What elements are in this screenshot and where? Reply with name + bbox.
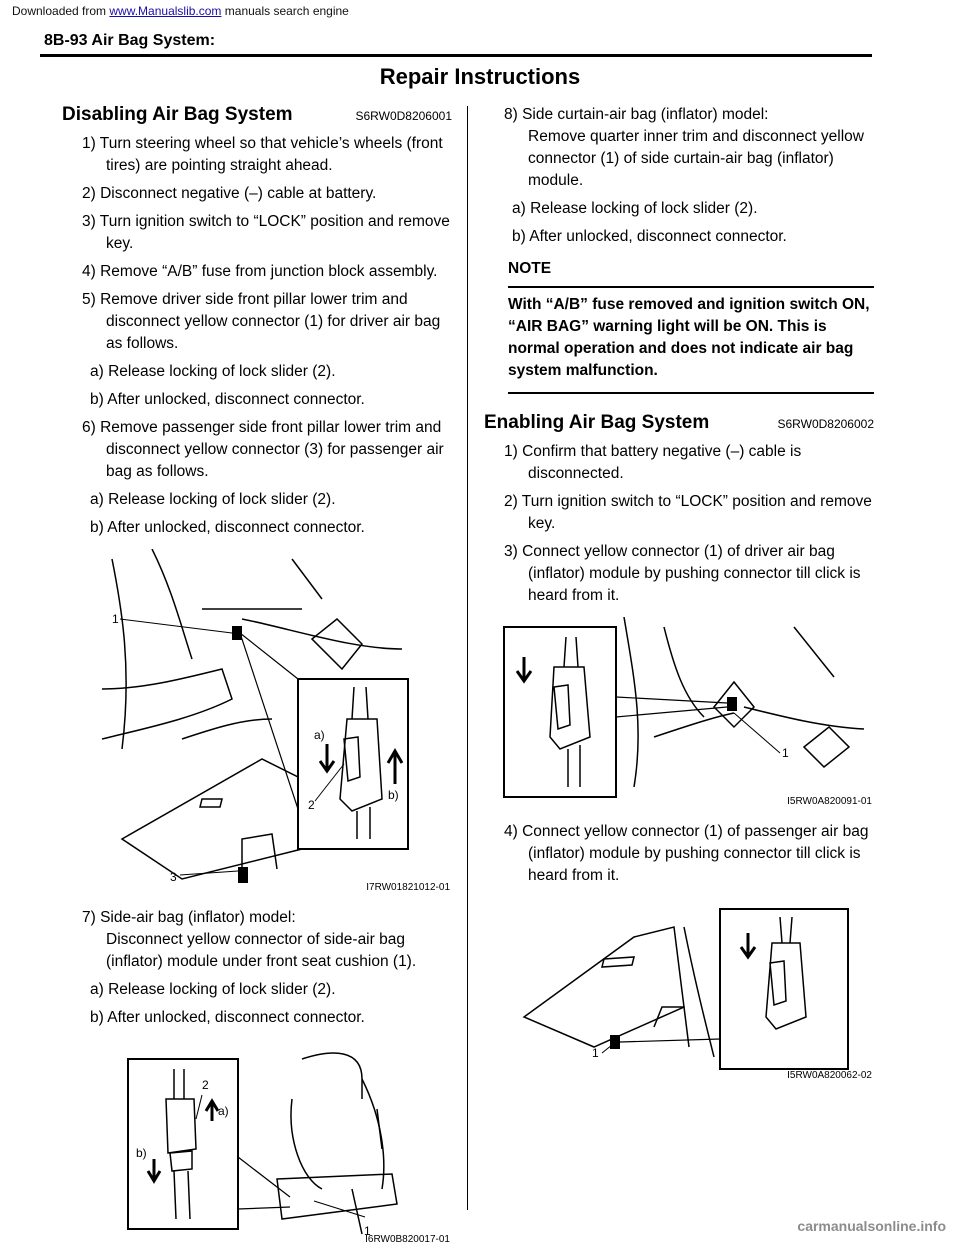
disable-step-7a: a) Release locking of lock slider (2). xyxy=(90,981,336,998)
note-body: With “A/B” fuse removed and ignition switch ON, “AIR BAG” warning light will be ON. This is normal operation and does not indicate air bag system malfunction. xyxy=(508,288,874,394)
column-divider xyxy=(467,106,468,1210)
figure-pillar-connectors xyxy=(62,549,452,899)
disable-step-6a: a) Release locking of lock slider (2). xyxy=(90,491,336,508)
fig2-label-1: 1 xyxy=(364,1224,371,1238)
seat-detail-inset xyxy=(128,1059,238,1229)
fig1-label-b: b) xyxy=(388,788,399,802)
note-title: NOTE xyxy=(508,258,874,288)
passenger-connect-illustration xyxy=(484,897,874,1075)
enable-step-4: 4) Connect yellow connector (1) of passenger air bag (inflator) module by pushing connector till click is heard from it. xyxy=(504,823,869,884)
driver-detail-inset xyxy=(504,627,616,797)
fig2-label-2: 2 xyxy=(202,1078,209,1092)
passenger-detail-inset xyxy=(720,909,848,1069)
disable-step-8a: a) Release locking of lock slider (2). xyxy=(512,200,758,217)
disable-step-6b: b) After unlocked, disconnect connector. xyxy=(90,519,365,536)
disable-step-5a: a) Release locking of lock slider (2). xyxy=(90,363,336,380)
fig1-code: I7RW01821012-01 xyxy=(366,882,450,893)
fig2-code: I6RW0B820017-01 xyxy=(365,1234,450,1242)
enable-step-1: 1) Confirm that battery negative (–) cable is disconnected. xyxy=(504,443,802,482)
page-title: Repair Instructions xyxy=(379,64,581,89)
fig2-label-b: b) xyxy=(136,1146,147,1160)
footer-watermark: carmanualsonline.info xyxy=(797,1218,946,1234)
enabling-code: S6RW0D8206002 xyxy=(777,417,874,431)
fig1-label-a: a) xyxy=(314,728,325,742)
fig1-label-1: 1 xyxy=(112,612,119,626)
disable-step-1: 1) Turn steering wheel so that vehicle’s wheels (front tires) are pointing straight ahead. xyxy=(82,135,443,174)
disable-step-5: 5) Remove driver side front pillar lower trim and disconnect yellow connector (1) for driver air bag as follows. xyxy=(82,291,441,352)
disable-step-2: 2) Disconnect negative (–) cable at battery. xyxy=(82,185,377,202)
note-box xyxy=(508,258,874,394)
enabling-heading-row xyxy=(484,412,874,435)
figure-driver-connect xyxy=(484,617,874,813)
fig1-label-2: 2 xyxy=(308,798,315,812)
disable-step-7b: b) After unlocked, disconnect connector. xyxy=(90,1009,365,1026)
figure-passenger-connect xyxy=(484,897,874,1087)
disable-step-3: 3) Turn ignition switch to “LOCK” position and remove key. xyxy=(82,213,450,252)
figure-seat-connector xyxy=(62,1039,452,1242)
disable-step-7: 7) Side-air bag (inflator) model: Disconnect yellow connector of side-air bag (inflator) module under front seat cushion (1). xyxy=(82,909,417,970)
disable-step-8: 8) Side curtain-air bag (inflator) model: Remove quarter inner trim and disconnect yellow connector (1) of side curtain-air bag (inflator) module. xyxy=(504,106,864,189)
enable-step-2: 2) Turn ignition switch to “LOCK” position and remove key. xyxy=(504,493,872,532)
seat-connector-illustration xyxy=(62,1039,452,1239)
disable-step-5b: b) After unlocked, disconnect connector. xyxy=(90,391,365,408)
header-rule xyxy=(40,54,872,57)
disabling-heading-row xyxy=(62,104,452,127)
fig4-code: I5RW0A820062-02 xyxy=(787,1070,872,1081)
disable-step-8b: b) After unlocked, disconnect connector. xyxy=(512,228,787,245)
disabling-code: S6RW0D8206001 xyxy=(355,109,452,123)
driver-connector-marker xyxy=(727,697,737,711)
manualslib-link[interactable]: www.Manualslib.com xyxy=(109,4,222,18)
fig3-code: I5RW0A820091-01 xyxy=(787,796,872,807)
disable-step-4: 4) Remove “A/B” fuse from junction block assembly. xyxy=(82,263,438,280)
fig3-label-1: 1 xyxy=(782,746,789,760)
disable-step-6: 6) Remove passenger side front pillar lower trim and disconnect yellow connector (3) for passenger air bag as follows. xyxy=(82,419,444,480)
driver-connect-illustration xyxy=(484,617,874,801)
pillar-connectors-illustration xyxy=(62,549,452,889)
fig4-label-1: 1 xyxy=(592,1046,599,1060)
enabling-heading: Enabling Air Bag System xyxy=(484,412,710,433)
section-header: 8B-93 Air Bag System: xyxy=(44,32,216,49)
left-column xyxy=(62,104,452,1242)
right-column xyxy=(484,104,874,1095)
download-source-line: Downloaded from www.Manualslib.com manuals search engine xyxy=(12,4,349,18)
disabling-heading: Disabling Air Bag System xyxy=(62,104,293,125)
passenger-connector-marker xyxy=(610,1035,620,1049)
enable-step-3: 3) Connect yellow connector (1) of driver air bag (inflator) module by pushing connector till click is heard from it. xyxy=(504,543,861,604)
connector-3-marker xyxy=(238,867,248,883)
fig1-label-3: 3 xyxy=(170,870,177,884)
fig2-label-a: a) xyxy=(218,1104,229,1118)
